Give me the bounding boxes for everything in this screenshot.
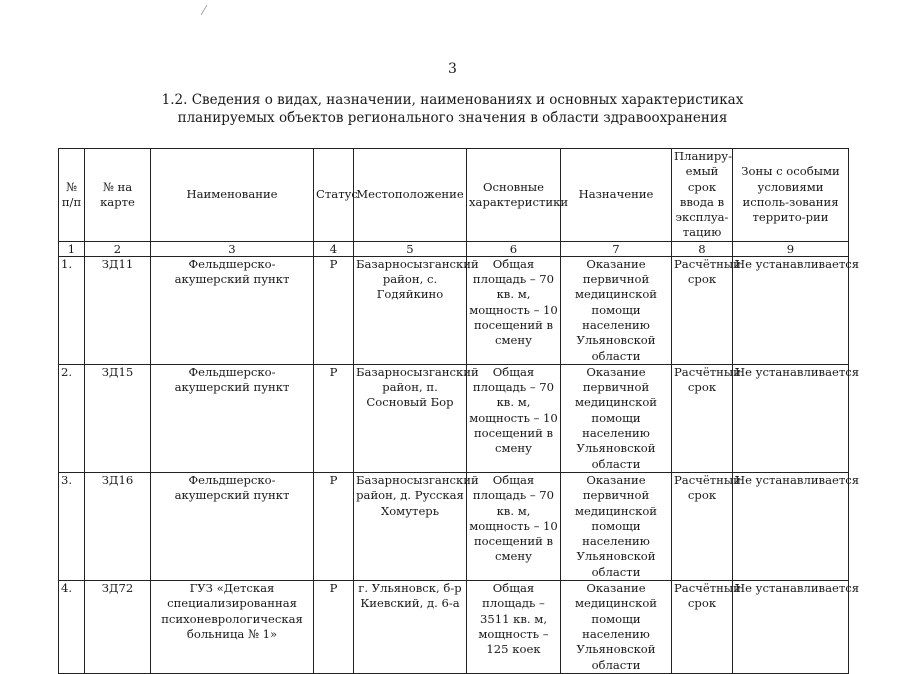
header-term: Планиру-емый срок ввода в эксплуа-тацию: [672, 149, 733, 242]
cell-num: 4.: [59, 581, 85, 674]
health-objects-table: [58, 148, 860, 674]
table-row: [59, 472, 849, 580]
column-number: 9: [733, 241, 849, 256]
cell-name: Фельдшерско-акушерский пункт: [151, 364, 314, 472]
header-location: Местоположение: [354, 149, 467, 242]
cell-name: ГУЗ «Детская специализированная психоневрологическая больница № 1»: [151, 581, 314, 674]
cell-characteristics: Общая площадь – 70 кв. м, мощность – 10 посещений в смену: [467, 472, 561, 580]
cell-location: Базарносызганский район, д. Русская Хомутерь: [354, 472, 467, 580]
column-number: 5: [354, 241, 467, 256]
cell-zones: Не устанавливается: [733, 256, 849, 364]
cell-num: 1.: [59, 256, 85, 364]
section-title-line-2: планируемых объектов регионального значения в области здравоохранения: [177, 110, 728, 126]
cell-status: Р: [314, 364, 354, 472]
cell-status: Р: [314, 256, 354, 364]
column-number: 7: [561, 241, 672, 256]
cell-characteristics: Общая площадь – 70 кв. м, мощность – 10 посещений в смену: [467, 364, 561, 472]
table-row: [59, 256, 849, 364]
cell-characteristics: Общая площадь – 70 кв. м, мощность – 10 посещений в смену: [467, 256, 561, 364]
cell-map-num: ЗД11: [85, 256, 151, 364]
header-zones: Зоны с особыми условиями исполь-зования террито-рии: [733, 149, 849, 242]
cell-location: г. Ульяновск, б-р Киевский, д. 6-а: [354, 581, 467, 674]
table-row: [59, 581, 849, 674]
header-characteristics: Основные характеристики: [467, 149, 561, 242]
header-name: Наименование: [151, 149, 314, 242]
column-number: 3: [151, 241, 314, 256]
cell-num: 3.: [59, 472, 85, 580]
cell-purpose: Оказание первичной медицинской помощи населению Ульяновской области: [561, 256, 672, 364]
header-map-num: № на карте: [85, 149, 151, 242]
cell-term: Расчётный срок: [672, 256, 733, 364]
table-header-row: [59, 149, 849, 242]
cell-zones: Не устанавливается: [733, 472, 849, 580]
pen-mark: [200, 4, 208, 16]
cell-term: Расчётный срок: [672, 472, 733, 580]
cell-term: Расчётный срок: [672, 581, 733, 674]
cell-location: Базарносызганский район, п. Сосновый Бор: [354, 364, 467, 472]
column-number: 1: [59, 241, 85, 256]
cell-location: Базарносызганский район, с. Годяйкино: [354, 256, 467, 364]
section-title: [0, 91, 905, 127]
section-title-line-1: 1.2. Сведения о видах, назначении, наименованиях и основных характеристиках: [161, 92, 744, 108]
column-number: 4: [314, 241, 354, 256]
header-purpose: Назначение: [561, 149, 672, 242]
cell-zones: Не устанавливается: [733, 364, 849, 472]
cell-purpose: Оказание медицинской помощи населению Ульяновской области: [561, 581, 672, 674]
column-number-row: [59, 241, 849, 256]
cell-map-num: ЗД15: [85, 364, 151, 472]
cell-map-num: ЗД16: [85, 472, 151, 580]
cell-term: Расчётный срок: [672, 364, 733, 472]
cell-name: Фельдшерско-акушерский пункт: [151, 472, 314, 580]
cell-characteristics: Общая площадь – 3511 кв. м, мощность – 125 коек: [467, 581, 561, 674]
cell-purpose: Оказание первичной медицинской помощи населению Ульяновской области: [561, 364, 672, 472]
cell-num: 2.: [59, 364, 85, 472]
header-status: Статус: [314, 149, 354, 242]
cell-map-num: ЗД72: [85, 581, 151, 674]
column-number: 2: [85, 241, 151, 256]
page-number: 3: [448, 61, 457, 77]
table-row: [59, 364, 849, 472]
column-number: 6: [467, 241, 561, 256]
cell-name: Фельдшерско-акушерский пункт: [151, 256, 314, 364]
cell-status: Р: [314, 472, 354, 580]
header-num: № п/п: [59, 149, 85, 242]
cell-zones: Не устанавливается: [733, 581, 849, 674]
column-number: 8: [672, 241, 733, 256]
cell-purpose: Оказание первичной медицинской помощи населению Ульяновской области: [561, 472, 672, 580]
cell-status: Р: [314, 581, 354, 674]
